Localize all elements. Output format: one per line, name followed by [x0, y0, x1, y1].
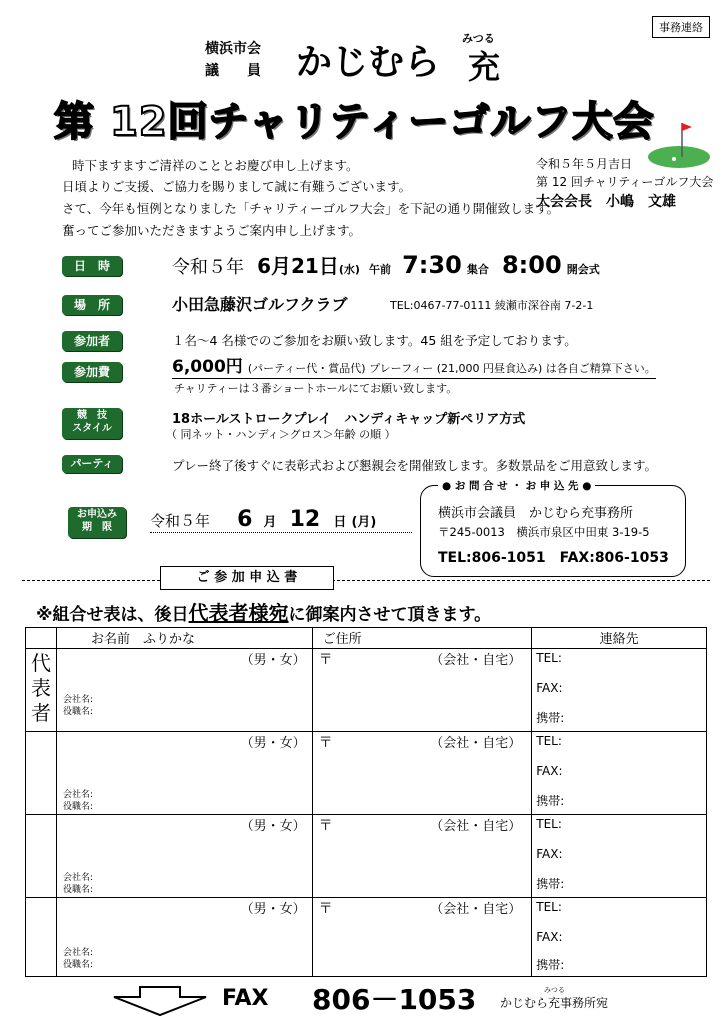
- participants-text: １名～4 名様でのご参加をお願い致します。45 組を予定しております。: [172, 333, 577, 348]
- datetime-row: [172, 250, 600, 279]
- datetime-open: 8:00: [501, 251, 562, 279]
- contact-office: 横浜市会議員 かじむら充事務所: [438, 506, 634, 521]
- table-row: [26, 815, 707, 898]
- postal-mark: 〒: [318, 735, 333, 751]
- form-header-address: ご住所: [312, 628, 532, 649]
- postal-mark: 〒: [318, 901, 333, 917]
- postal-mark: 〒: [318, 652, 333, 668]
- style-note: （ 同ネット・ハンディ＞グロス＞年齢 の順 ）: [166, 428, 396, 441]
- sender-title-line1: 横浜市会: [205, 41, 261, 57]
- gender-choice[interactable]: （男・女）: [240, 736, 306, 751]
- sender-title: [205, 38, 261, 82]
- deadline-label-1: お申込み: [77, 509, 117, 520]
- address-type-choice[interactable]: （会社・自宅）: [430, 736, 522, 751]
- form-header-contact: 連絡先: [532, 628, 707, 649]
- contact-field[interactable]: [532, 898, 707, 977]
- style-label: [62, 408, 122, 439]
- form-notice-emph: 代表者様宛: [188, 601, 289, 625]
- footer-fax-label: FAX: [222, 986, 269, 1011]
- fee-amount: 6,000円: [172, 357, 243, 377]
- intro-line-4: 奮ってご参加いただきますようご案内申し上げます。: [62, 223, 362, 238]
- position-label: 役職名:: [62, 802, 94, 812]
- fee-label: 参加費: [62, 362, 122, 382]
- event-title: 第 12回チャリティーゴルフ大会: [54, 99, 655, 145]
- row-blank: [26, 815, 57, 898]
- datetime-am: 午前: [369, 263, 391, 276]
- gender-choice[interactable]: （男・女）: [240, 819, 306, 834]
- name-field[interactable]: [56, 815, 312, 898]
- letter-date: 令和５年５月吉日: [536, 157, 633, 171]
- company-label: 会社名:: [62, 695, 94, 705]
- fax-label: FAX:: [536, 764, 563, 778]
- mobile-label: 携帯:: [536, 794, 565, 808]
- fax-label: FAX:: [536, 847, 563, 861]
- form-header-row: [26, 628, 707, 649]
- tel-label: TEL:: [536, 817, 562, 831]
- address-type-choice[interactable]: （会社・自宅）: [430, 902, 522, 917]
- style-label-1: 競 技: [77, 410, 107, 421]
- deadline-label-2: 期 限: [82, 522, 112, 533]
- footer-recipient: [500, 986, 609, 1011]
- contact-field[interactable]: [532, 815, 707, 898]
- tel-label: TEL:: [536, 900, 562, 914]
- datetime-open-label: 開会式: [566, 263, 600, 276]
- table-row: [26, 898, 707, 977]
- deadline-month: 6: [237, 507, 253, 532]
- footer-to-suffix: 事務所宛: [560, 996, 609, 1010]
- place-label: 場 所: [62, 295, 122, 315]
- gender-choice[interactable]: （男・女）: [240, 902, 306, 917]
- footer-fax-number: 806－1053: [312, 983, 477, 1016]
- address-type-choice[interactable]: （会社・自宅）: [430, 653, 522, 668]
- fee-row: [172, 352, 656, 379]
- style-label-2: スタイル: [72, 423, 112, 434]
- footer-to-reading: みつる: [544, 986, 565, 994]
- contact-field[interactable]: [532, 649, 707, 732]
- letter-event: 第 12 回チャリティーゴルフ大会: [536, 175, 714, 189]
- datetime-day: 6月21日: [257, 254, 339, 278]
- mobile-label: 携帯:: [536, 877, 565, 891]
- deadline-row: [150, 507, 412, 533]
- deadline-month-unit: 月: [263, 515, 277, 530]
- application-form: [25, 627, 707, 977]
- form-notice: [36, 597, 491, 626]
- datetime-gather-label: 集合: [466, 263, 489, 276]
- deadline-day: 12: [289, 507, 321, 532]
- form-notice-prefix: ※組合せ表は、後日: [36, 605, 189, 625]
- party-text: プレー終了後すぐに表彰式および懇親会を開催致します。多数景品をご用意致します。: [172, 458, 658, 473]
- address-field[interactable]: [312, 815, 532, 898]
- form-header-name: お名前 ふりかな: [56, 628, 312, 649]
- mobile-label: 携帯:: [536, 958, 565, 972]
- rep-label-char: 者: [30, 701, 51, 725]
- letter-chair: 大会会長 小嶋 文雄: [536, 194, 676, 210]
- place-contact: TEL:0467-77-0111 綾瀬市深谷南 7-2-1: [390, 299, 594, 312]
- sender-name-given: 充: [468, 48, 501, 86]
- sender-name-reading: みつる: [462, 32, 495, 45]
- mobile-label: 携帯:: [536, 711, 565, 725]
- position-label: 役職名:: [62, 707, 94, 717]
- postal-mark: 〒: [318, 818, 333, 834]
- contact-heading: ● お 問 合 せ ・ お 申 込 先 ●: [438, 478, 595, 493]
- fee-text: (パーティー代・賞品代) プレーフィー (21,000 円昼食込み) は各自ご精算下さい。: [247, 362, 656, 375]
- company-label: 会社名:: [62, 790, 94, 800]
- datetime-gather: 7:30: [402, 251, 462, 279]
- tel-label: TEL:: [536, 734, 562, 748]
- intro-line-3: さて、今年も恒例となりました「チャリティーゴルフ大会」を下記の通り開催致します。: [62, 201, 560, 216]
- style-text: 18ホールストロークプレイ ハンディキャップ新ペリア方式: [172, 412, 526, 427]
- address-type-choice[interactable]: （会社・自宅）: [430, 819, 522, 834]
- datetime-label: 日 時: [62, 256, 122, 276]
- office-note: 事務連絡: [652, 16, 710, 38]
- row-blank: [26, 732, 57, 815]
- fax-label: FAX:: [536, 930, 563, 944]
- contact-address: 〒245-0013 横浜市泉区中田東 3-19-5: [438, 525, 650, 539]
- position-label: 役職名:: [62, 960, 94, 970]
- company-label: 会社名:: [62, 948, 94, 958]
- position-label: 役職名:: [62, 885, 94, 895]
- rep-label-char: 代: [30, 651, 51, 675]
- name-field[interactable]: [56, 649, 312, 732]
- place-name: 小田急藤沢ゴルフクラブ: [172, 295, 348, 314]
- table-row: [26, 732, 707, 815]
- intro-line-1: 時下ますますご清祥のこととお慶び申し上げます。: [72, 158, 359, 173]
- contact-phones: TEL:806-1051 FAX:806-1053: [438, 550, 669, 566]
- fee-note: チャリティーは３番ショートホールにてお願い致します。: [174, 382, 458, 395]
- company-label: 会社名:: [62, 873, 94, 883]
- form-heading: ご 参 加 申 込 書: [160, 566, 334, 590]
- participants-label: 参加者: [62, 331, 122, 351]
- datetime-era: 令和５年: [172, 257, 244, 278]
- contact-field[interactable]: [532, 732, 707, 815]
- fax-label: FAX:: [536, 681, 563, 695]
- address-field[interactable]: [312, 649, 532, 732]
- sender-name-family: かじむら: [296, 42, 441, 83]
- form-notice-suffix: に御案内させて頂きます。: [288, 605, 492, 625]
- footer-to-name: かじむら: [500, 996, 549, 1010]
- form-header-blank: [26, 628, 57, 649]
- deadline-weekday: (月): [351, 515, 377, 530]
- row-blank: [26, 898, 57, 977]
- rep-label-char: 表: [30, 676, 51, 700]
- sender-title-line2: 議 員: [205, 63, 261, 79]
- name-field[interactable]: [56, 732, 312, 815]
- deadline-era: 令和５年: [150, 512, 211, 530]
- rep-label: [26, 649, 57, 732]
- table-row: [26, 649, 707, 732]
- cut-line: [22, 580, 710, 581]
- date-block: [536, 155, 713, 211]
- address-field[interactable]: [312, 732, 532, 815]
- down-arrow-icon: [110, 985, 210, 1017]
- deadline-day-unit: 日: [333, 515, 347, 530]
- name-field[interactable]: [56, 898, 312, 977]
- tel-label: TEL:: [536, 651, 562, 665]
- party-label: パーティ: [62, 455, 122, 473]
- intro-line-2: 日頃よりご支援、ご協力を賜りまして誠に有難うございます。: [62, 179, 412, 194]
- gender-choice[interactable]: （男・女）: [240, 653, 306, 668]
- footer-to-given: 充: [548, 996, 561, 1010]
- address-field[interactable]: [312, 898, 532, 977]
- deadline-label: [68, 507, 126, 538]
- datetime-weekday: (水): [338, 263, 360, 276]
